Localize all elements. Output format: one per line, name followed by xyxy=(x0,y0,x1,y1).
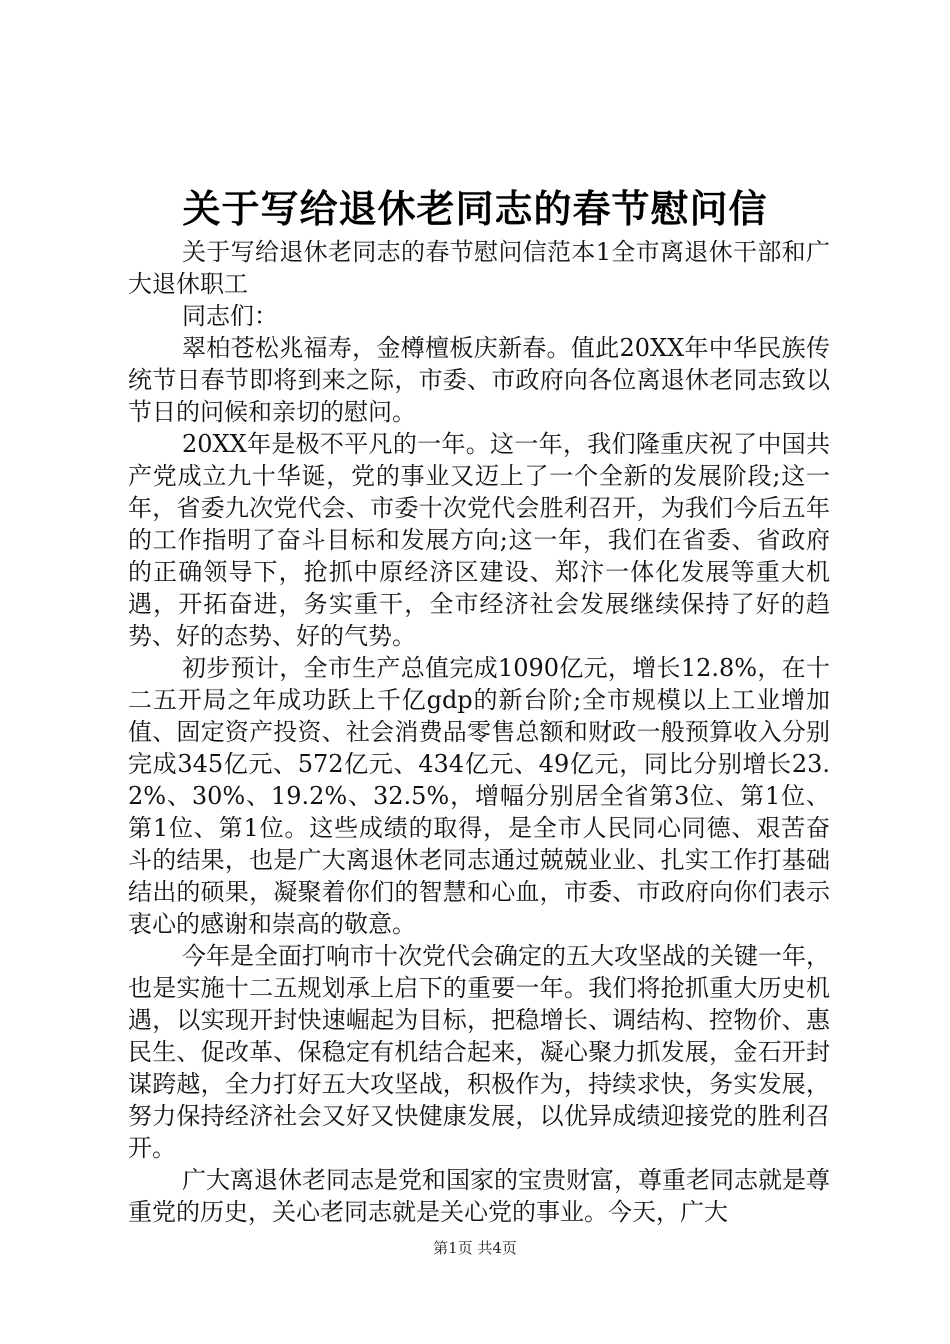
page-total: 共4页 xyxy=(477,1239,517,1257)
paragraph-respect: 广大离退休老同志是党和国家的宝贵财富，尊重老同志就是尊重党的历史，关心老同志就是关心党的事业。今天，广大 xyxy=(128,1166,830,1226)
page-footer xyxy=(0,1238,950,1258)
paragraph-review: 20XX年是极不平凡的一年。这一年，我们隆重庆祝了中国共产党成立九十华诞，党的事业又迈上了一个全新的发展阶段;这一年，省委九次党代会、市委十次党代会胜利召开，为我们今后五年的工作指明了奋斗目标和发展方向;这一年，我们在省委、省政府的正确领导下，抢抓中原经济区建设、郑汴一体化发展等重大机遇，开拓奋进，务实重干，全市经济社会发展继续保持了好的趋势、好的态势、好的气势。 xyxy=(128,430,830,650)
paragraph-outlook: 今年是全面打响市十次党代会确定的五大攻坚战的关键一年，也是实施十二五规划承上启下的重要一年。我们将抢抓重大历史机遇，以实现开封快速崛起为目标，把稳增长、调结构、控物价、惠民生、促改革、保稳定有机结合起来，凝心聚力抓发展，金石开封谋跨越，全力打好五大攻坚战，积极作为，持续求快，务实发展，努力保持经济社会又好又快健康发展，以优异成绩迎接党的胜利召开。 xyxy=(128,942,830,1162)
paragraph-greeting: 翠柏苍松兆福寿，金樽檀板庆新春。值此20XX年中华民族传统节日春节即将到来之际，市委、市政府向各位离退休老同志致以节日的问候和亲切的慰问。 xyxy=(128,334,830,426)
page-number: 第1页 xyxy=(433,1239,473,1257)
paragraph-intro: 关于写给退休老同志的春节慰问信范本1全市离退休干部和广大退休职工 xyxy=(128,238,830,298)
document-title: 关于写给退休老同志的春节慰问信 xyxy=(182,186,768,231)
paragraph-statistics: 初步预计，全市生产总值完成1090亿元，增长12.8%，在十二五开局之年成功跃上千亿gdp的新台阶;全市规模以上工业增加值、固定资产投资、社会消费品零售总额和财政一般预算收入分别完成345亿元、572亿元、434亿元、49亿元，同比分别增长23.2%、30%、19.2%、32.5%，增幅分别居全省第3位、第1位、第1位、第1位。这些成绩的取得，是全市人民同心同德、艰苦奋斗的结果，也是广大离退休老同志通过兢兢业业、扎实工作打基础结出的硕果，凝聚着你们的智慧和心血，市委、市政府向你们表示衷心的感谢和崇高的敬意。 xyxy=(128,654,830,938)
paragraph-salutation: 同志们： xyxy=(182,302,278,330)
document-body xyxy=(128,236,830,1228)
